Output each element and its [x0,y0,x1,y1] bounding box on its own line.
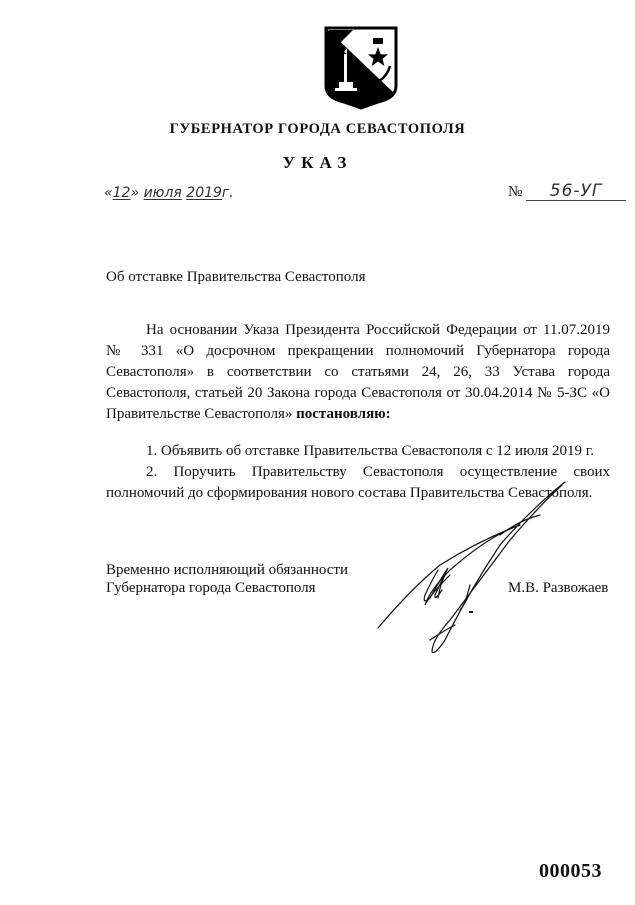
document-subject: Об отставке Правительства Севастополя [106,269,366,285]
signature-scribble-icon [370,480,570,660]
coat-of-arms-emblem [320,24,402,110]
preamble-paragraph [106,320,610,425]
document-type-title: УКАЗ [282,153,353,172]
signatory-title-line1: Временно исполняющий обязанности [106,562,349,578]
signatory-name: М.В. Развожаев [508,580,609,596]
serial-number: 000053 [539,860,602,882]
date-suffix: г. [221,185,234,201]
document-number [508,183,626,201]
sevastopol-emblem-icon [320,24,402,110]
number-label: № [508,184,523,200]
decree-item-1: 1. Объявить об отставке Правительства Севастополя с 12 июля 2019 г. [146,443,595,459]
date-year: 2019 [186,185,222,201]
issuing-authority: ГУБЕРНАТОР ГОРОДА СЕВАСТОПОЛЯ [169,121,466,137]
date-close-quote: » [130,185,140,201]
number-value: 56-УГ [526,183,626,201]
signatory-title [106,561,348,597]
preamble-text: На основании Указа Президента Российской Федерации от 11.07.2019 № 331 «О досрочном прекращении полномочий Губернатора города Севастополя» в соответствии со статьями 24, 26, 33 Устава города Севастополя, статьей 20 Закона города Севастополя от 30.04.2014 № 5-ЗС «О Правительстве Севастополя» [106,322,610,422]
signatory-title-line2: Губернатора города Севастополя [106,580,316,596]
handwritten-signature [370,480,570,660]
decree-item-2: 2. Поручить Правительству Севастополя осуществление своих полномочий до сформирования нового состава Правительства Севастополя. [106,464,610,501]
date-month: июля [143,185,182,201]
decree-word: постановляю: [296,406,391,422]
date-day: 12 [112,185,131,201]
date-open-quote: « [104,185,113,201]
document-date [104,185,234,201]
